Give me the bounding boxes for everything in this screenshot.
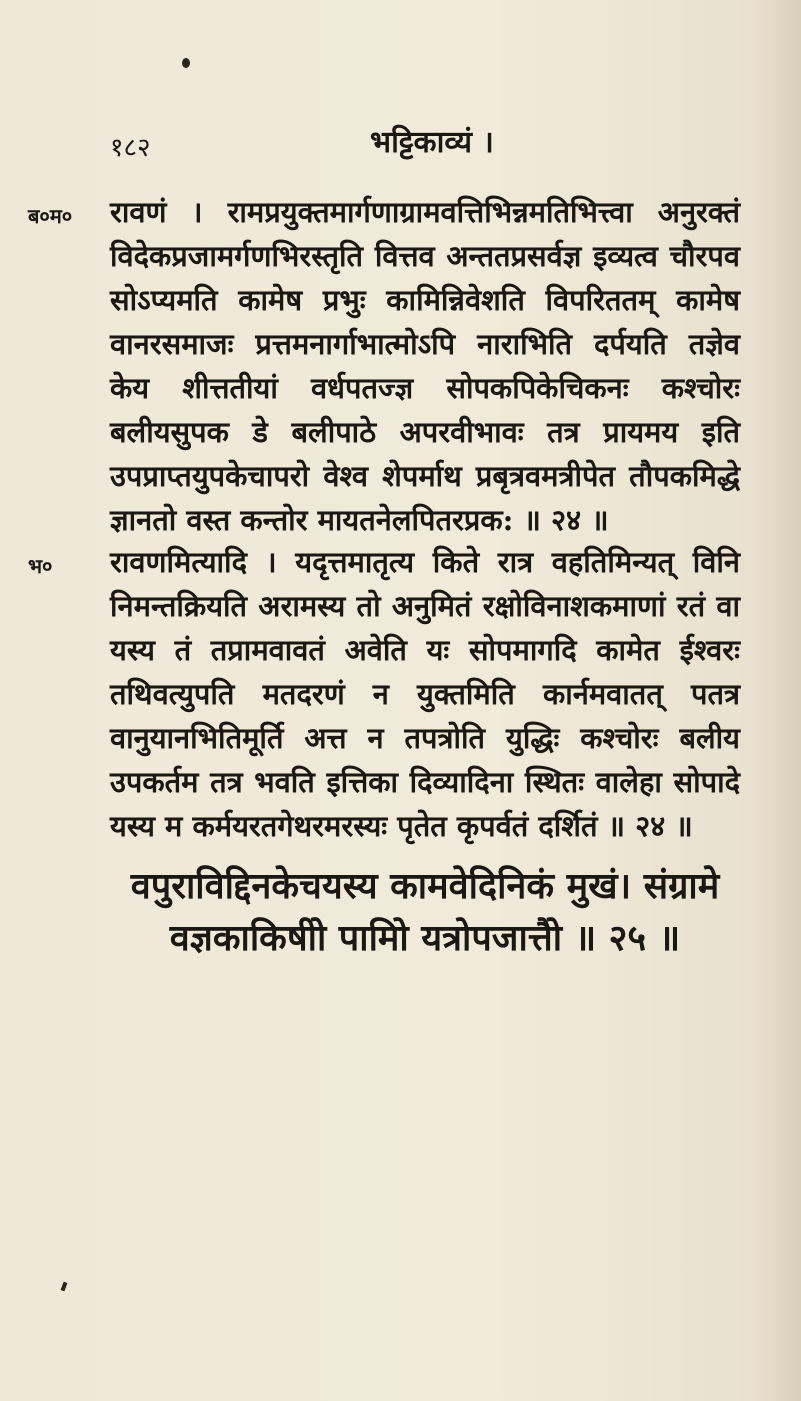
running-title: भट्टिकाव्यं ।: [370, 125, 494, 160]
commentary-text: रावणमित्यादि । यदृत्तमातृत्य किते रात्र वहतिमिन्यत् विनि निमन्तक्रियति अरामस्य तो अनुमितं रक्षोविनाशकमाणां रतं वा यस्य तं तप्रामवावतं अवेति यः सोपमागदि कामेत ईश्वरः तथिवत्युपति मतदरणं न युक्तमिति कार्नमवातत् पतत्र वानुयानभितिमूर्ति अत्त न तपत्रोति युद्धिः कश्चोरः बलीय उपकर्तम तत्र भवति इत्तिका दिव्यादिना स्थितः वालेहा सोपादे यस्य म कर्मयरतगेथरमरस्यः पृतेत कृपर्वतं दर्शितं ॥ २४ ॥: [110, 545, 740, 843]
section-ref: ब०म०: [28, 204, 73, 228]
section-ref: भ०: [28, 554, 53, 578]
commentary-text: रावणं । रामप्रयुक्तमार्गणाग्रामवत्तिभिन्नमतिभित्त्वा अनुरक्तं विदेकप्रजामर्गणभिरस्तृति वित्तव अन्ततप्रसर्वज्ञ इव्यत्व चौरपव सोऽप्यमति कामेष प्रभुः कामिन्निवेशति विपरिततम् कामेष वानरसमाजः प्रत्तमनार्गाभात्मोऽपि नाराभिति दर्पयति तज्ञेव केय शीत्ततीयां वर्धपतज्ज्ञ सोपकपिकेचिकनः कश्चोरः बलीयसुपक डे बलीपाठे अपरवीभावः तत्र प्रायमय इति उपप्राप्तयुपकेचापरो वेश्व शेपर्माथ प्रबृत्रवमत्रीपेत तौपकमिद्धे ज्ञानतो वस्त कन्तोर मायतनेलपितरप्रक: ॥ २४ ॥: [110, 195, 740, 537]
page-number: १८२: [110, 133, 151, 163]
ink-mark: [182, 58, 190, 68]
ink-mark: [61, 1282, 68, 1292]
page-header: [110, 120, 730, 170]
verse-text: वपुराविद्दिनकेचयस्य कामवेदिनिकं मुखं। संग्रामे वज्ञकाकिषीो पामिो यत्रोपजात्तैो ॥ २५ ॥: [130, 865, 720, 959]
